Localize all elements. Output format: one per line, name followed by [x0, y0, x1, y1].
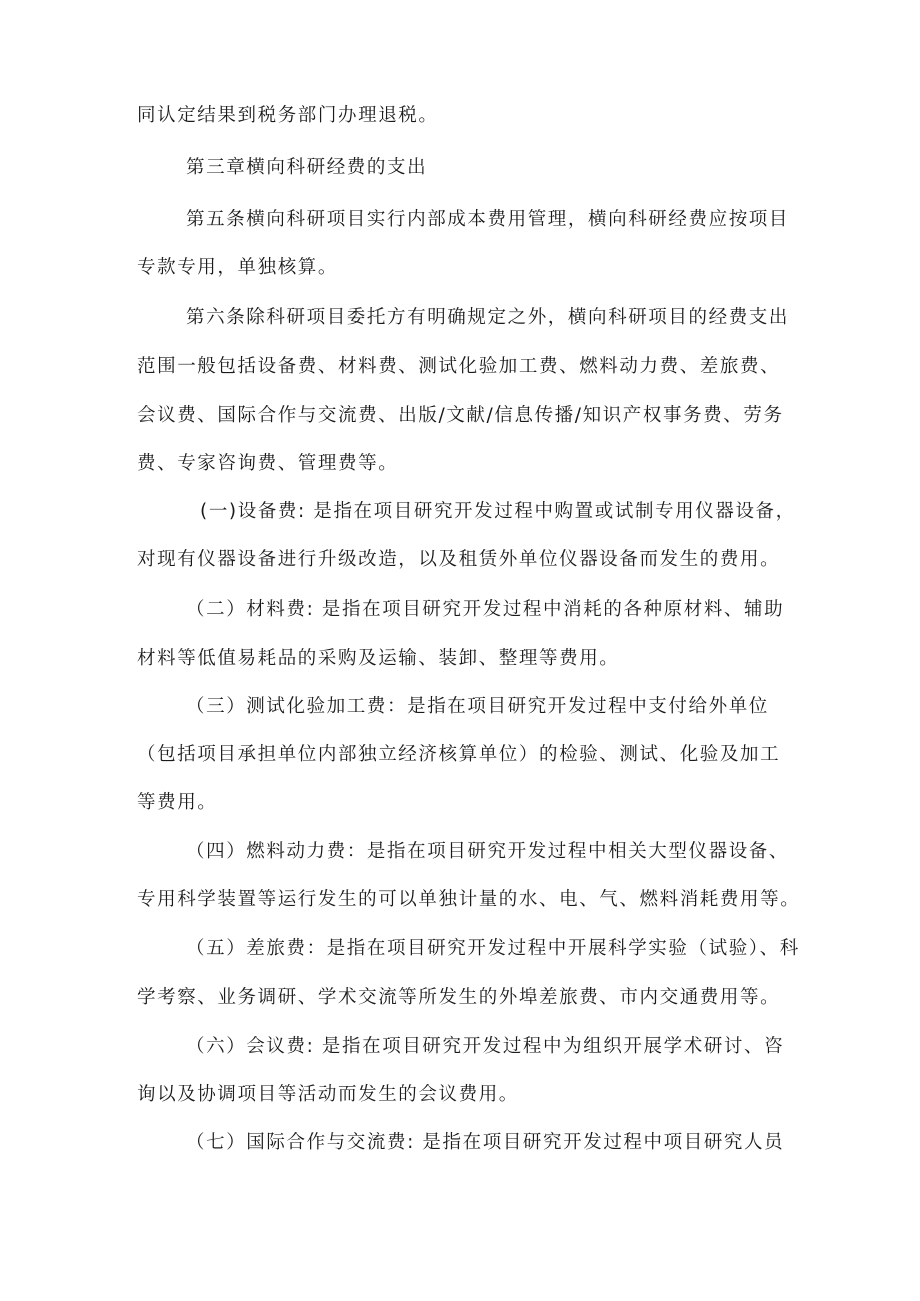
paragraph-line: 第六条除科研项目委托方有明确规定之外，横向科研项目的经费支出 [186, 307, 790, 328]
paragraph-line: 同认定结果到税务部门办理退税。 [137, 105, 439, 126]
paragraph-line: 询以及协调项目等活动而发生的会议费用。 [137, 1084, 519, 1105]
paragraph-line: （三）测试化验加工费：是指在项目研究开发过程中支付给外单位 [186, 696, 769, 717]
paragraph-line: 范围一般包括设备费、材料费、测试化验加工费、燃料动力费、差旅费、 [137, 356, 781, 377]
paragraph-line: 学考察、业务调研、学术交流等所发生的外埠差旅费、市内交通费用等。 [137, 987, 781, 1008]
paragraph-line: （七）国际合作与交流费: 是指在项目研究开发过程中项目研究人员 [186, 1132, 785, 1153]
paragraph-line: 费、专家咨询费、管理费等。 [137, 453, 399, 474]
paragraph-line: （五）差旅费：是指在项目研究开发过程中开展科学实验（试验）、科 [186, 938, 800, 959]
paragraph-line: （四）燃料动力费：是指在项目研究开发过程中相关大型仪器设备、 [186, 841, 790, 862]
paragraph-line: 第五条横向科研项目实行内部成本费用管理，横向科研经费应按项目 [186, 209, 790, 230]
chapter-heading: 第三章横向科研经费的支出 [186, 157, 428, 178]
paragraph-line: 对现有仪器设备进行升级改造，以及租赁外单位仪器设备而发生的费用。 [137, 549, 781, 570]
paragraph-line: （六）会议费: 是指在项目研究开发过程中为组织开展学术研讨、咨 [186, 1036, 785, 1057]
paragraph-line: (一)设备费: 是指在项目研究开发过程中购置或试制专用仪器设备， [200, 501, 796, 522]
paragraph-line: （二）材料费: 是指在项目研究开发过程中消耗的各种原材料、辅助 [186, 599, 785, 620]
paragraph-line: 材料等低值易耗品的采购及运输、装卸、整理等费用。 [137, 648, 620, 669]
paragraph-line: 专款专用，单独核算。 [137, 257, 339, 278]
paragraph-line: （包括项目承担单位内部独立经济核算单位）的检验、测试、化验及加工 [137, 744, 781, 765]
paragraph-line: 等费用。 [137, 792, 218, 813]
paragraph-line: 会议费、国际合作与交流费、出版/文献/信息传播/知识产权事务费、劳务 [137, 405, 784, 426]
paragraph-line: 专用科学装置等运行发生的可以单独计量的水、电、气、燃料消耗费用等。 [137, 889, 801, 910]
